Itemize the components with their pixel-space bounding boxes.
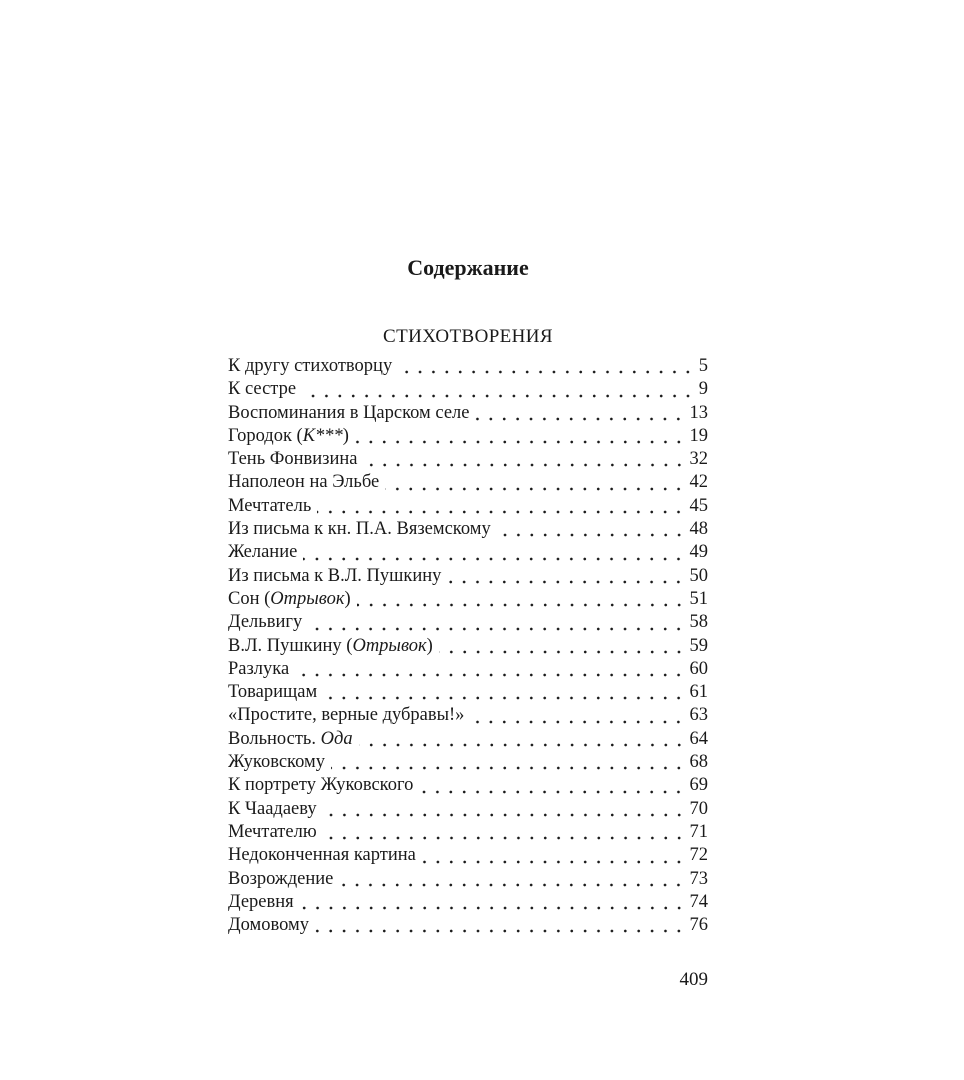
- entry-title-italic: Ода: [320, 728, 353, 749]
- toc-entry: [228, 355, 708, 378]
- entry-title: [228, 448, 358, 471]
- entry-title: [228, 681, 317, 704]
- toc-entry: [228, 844, 708, 867]
- entry-page-number: 5: [698, 356, 708, 376]
- entry-title: [228, 891, 294, 914]
- entry-title-text: Дельвигу: [228, 612, 303, 633]
- entry-title-italic: Отрывок: [270, 588, 345, 609]
- entry-title-text: Деревня: [228, 891, 294, 912]
- entry-title-text: К сестре: [228, 379, 297, 400]
- entry-title-text: Вольность.: [228, 728, 321, 749]
- entry-page-number: 50: [689, 565, 708, 586]
- dot-leader: [308, 625, 685, 633]
- dot-leader: [300, 904, 686, 912]
- entry-title: [228, 635, 433, 658]
- entry-page-number: 64: [689, 728, 708, 749]
- dot-leader: [364, 461, 686, 469]
- entry-page-number: 9: [698, 379, 708, 400]
- entry-title: [228, 728, 353, 751]
- entry-title: [228, 844, 416, 867]
- entry-title: [228, 425, 349, 448]
- dot-leader: [359, 741, 686, 749]
- dot-leader: [470, 718, 685, 726]
- toc-entry: [228, 868, 708, 891]
- entry-title-text: Мечтателю: [228, 821, 317, 842]
- toc-entry: [228, 914, 708, 937]
- entry-title-text: Желание: [228, 542, 298, 563]
- dot-leader: [447, 578, 685, 586]
- entry-title: [228, 588, 351, 611]
- toc-entry: [228, 728, 708, 751]
- entry-title-text: Домовому: [228, 915, 309, 936]
- toc-entry: [228, 425, 708, 448]
- dot-leader: [398, 368, 695, 376]
- toc-entry: [228, 541, 708, 564]
- entry-title-text: Товарищам: [228, 682, 318, 703]
- entry-title-text: Разлука: [228, 658, 290, 679]
- toc-entry: [228, 378, 708, 401]
- dot-leader: [439, 648, 686, 656]
- entry-title: [228, 751, 325, 774]
- entry-page-number: 51: [689, 588, 708, 609]
- entry-title: [228, 704, 464, 727]
- entry-title: [228, 914, 309, 937]
- entry-page-number: 76: [689, 915, 708, 936]
- entry-title-text: Недоконченная картина: [228, 845, 416, 866]
- toc-entry: [228, 635, 708, 658]
- dot-leader: [323, 811, 686, 819]
- entry-page-number: 13: [689, 402, 708, 423]
- entry-page-number: 74: [689, 891, 708, 912]
- toc-entry: [228, 611, 708, 634]
- toc-entry: [228, 658, 708, 681]
- section-title: СТИХОТВОРЕНИЯ: [383, 326, 553, 347]
- dot-leader: [422, 858, 686, 866]
- toc-entry: [228, 565, 708, 588]
- entry-page-number: 70: [689, 798, 708, 819]
- dot-leader: [303, 555, 685, 563]
- entry-title-text: Жуковскому: [228, 752, 325, 773]
- page-title: Содержание: [407, 255, 529, 280]
- entry-title-suffix: ): [344, 588, 351, 609]
- entry-page-number: 19: [689, 425, 708, 446]
- entry-title-italic: К***: [302, 425, 343, 446]
- toc-entry: [228, 588, 708, 611]
- entry-page-number: 42: [689, 472, 708, 493]
- toc-entry: [228, 891, 708, 914]
- entry-title-text: Сон (: [228, 588, 271, 609]
- entry-title: [228, 868, 333, 891]
- toc-entry: [228, 681, 708, 704]
- entry-title: [228, 402, 469, 425]
- entry-title: [228, 774, 413, 797]
- entry-page-number: 71: [689, 821, 708, 842]
- dot-leader: [357, 601, 686, 609]
- entry-title: [228, 378, 296, 401]
- entry-page-number: 49: [689, 542, 708, 563]
- entry-page-number: 59: [689, 635, 708, 656]
- entry-page-number: 73: [689, 868, 708, 889]
- entry-page-number: 72: [689, 845, 708, 866]
- dot-leader: [295, 671, 685, 679]
- entry-title-text: К Чаадаеву: [228, 798, 317, 819]
- entry-title: [228, 565, 441, 588]
- entry-title-suffix: ): [426, 635, 433, 656]
- entry-title-suffix: ): [342, 425, 349, 446]
- toc-list: [228, 355, 708, 937]
- entry-title-text: Возрождение: [228, 868, 334, 889]
- toc-entry: [228, 774, 708, 797]
- entry-title-text: Мечтатель: [228, 495, 312, 516]
- entry-page-number: 63: [689, 705, 708, 726]
- entry-page-number: 48: [689, 519, 708, 540]
- entry-title-text: Воспоминания в Царском селе: [228, 402, 470, 423]
- entry-title: [228, 541, 297, 564]
- toc-entry: [228, 798, 708, 821]
- entry-title-text: Наполеон на Эльбе: [228, 472, 380, 493]
- dot-leader: [331, 764, 686, 772]
- entry-title-text: Городок (: [228, 425, 303, 446]
- toc-entry: [228, 518, 708, 541]
- entry-title: [228, 821, 317, 844]
- toc-entry: [228, 495, 708, 518]
- toc-entry: [228, 402, 708, 425]
- page-number: 409: [679, 969, 708, 990]
- entry-title: [228, 611, 302, 634]
- entry-title: [228, 658, 289, 681]
- entry-title-italic: Отрывок: [352, 635, 427, 656]
- entry-page-number: 32: [689, 449, 708, 470]
- dot-leader: [385, 485, 685, 493]
- toc-entry: [228, 821, 708, 844]
- entry-page-number: 45: [689, 495, 708, 516]
- dot-leader: [317, 508, 685, 516]
- entry-title-text: К портрету Жуковского: [228, 775, 414, 796]
- dot-leader: [323, 694, 685, 702]
- entry-title-text: Из письма к В.Л. Пушкину: [228, 565, 442, 586]
- entry-title: [228, 798, 317, 821]
- entry-title-text: Из письма к кн. П.А. Вяземскому: [228, 519, 491, 540]
- entry-title-text: «Простите, верные дубравы!»: [228, 705, 465, 726]
- entry-page-number: 60: [689, 658, 708, 679]
- entry-page-number: 61: [689, 682, 708, 703]
- dot-leader: [302, 392, 695, 400]
- toc-entry: [228, 471, 708, 494]
- entry-title: [228, 471, 379, 494]
- dot-leader: [339, 881, 685, 889]
- entry-title: [228, 518, 491, 541]
- entry-page-number: 69: [689, 775, 708, 796]
- dot-leader: [497, 531, 686, 539]
- dot-leader: [323, 834, 686, 842]
- entry-page-number: 68: [689, 752, 708, 773]
- toc-entry: [228, 751, 708, 774]
- entry-page-number: 58: [689, 612, 708, 633]
- entry-title-text: Тень Фонвизина: [228, 449, 358, 470]
- entry-title: [228, 355, 392, 378]
- entry-title-text: В.Л. Пушкину (: [228, 635, 353, 656]
- toc-entry: [228, 448, 708, 471]
- entry-title-text: К другу стихотворцу: [228, 356, 393, 376]
- dot-leader: [355, 438, 686, 446]
- toc-entry: [228, 704, 708, 727]
- dot-leader: [419, 788, 685, 796]
- dot-leader: [315, 927, 686, 935]
- dot-leader: [475, 415, 685, 423]
- entry-title: [228, 495, 311, 518]
